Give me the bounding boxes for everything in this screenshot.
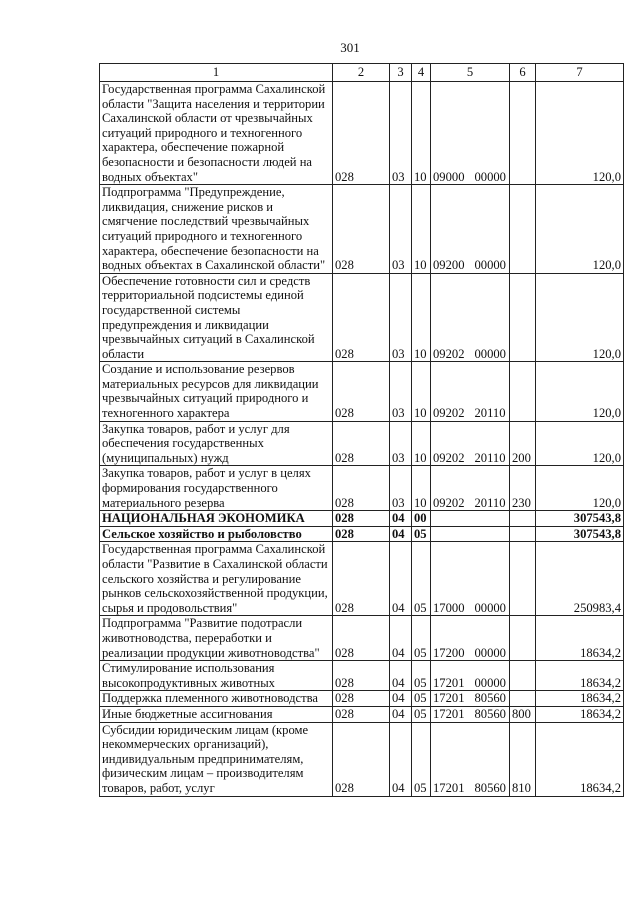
row-subsection-code: 10	[412, 362, 431, 421]
target-code-program: 17200	[433, 645, 465, 660]
row-expense-type: 200	[510, 421, 536, 466]
row-name: Государственная программа Сахалинской области "Развитие в Сахалинской области сельского хозяйства и регулирование рынков сельскохозяйственной продукции, сырья и продовольствия"	[100, 542, 333, 616]
row-expense-type	[510, 185, 536, 274]
row-ministry-code: 028	[333, 362, 390, 421]
row-amount: 18634,2	[536, 706, 624, 722]
row-amount: 18634,2	[536, 661, 624, 691]
row-name: Поддержка племенного животноводства	[100, 691, 333, 707]
row-expense-type: 810	[510, 722, 536, 796]
row-name: Подпрограмма "Развитие подотрасли животноводства, переработки и реализации продукции животноводства"	[100, 616, 333, 661]
row-amount: 307543,8	[536, 526, 624, 542]
row-ministry-code: 028	[333, 691, 390, 707]
row-expense-type	[510, 273, 536, 362]
target-code-direction: 20110	[474, 450, 506, 465]
table-row	[100, 616, 624, 661]
row-amount: 307543,8	[536, 511, 624, 527]
row-target-code	[431, 616, 510, 661]
row-target-code	[431, 511, 510, 527]
row-ministry-code: 028	[333, 511, 390, 527]
row-ministry-code: 028	[333, 542, 390, 616]
row-ministry-code: 028	[333, 706, 390, 722]
table-row	[100, 526, 624, 542]
row-subsection-code: 05	[412, 526, 431, 542]
target-code-direction: 00000	[474, 675, 506, 690]
target-code-direction: 20110	[474, 406, 506, 421]
row-target-code	[431, 466, 510, 511]
row-section-code: 03	[390, 466, 412, 511]
header-row	[100, 64, 624, 82]
row-target-code	[431, 706, 510, 722]
row-amount: 120,0	[536, 421, 624, 466]
row-target-code	[431, 526, 510, 542]
target-code-program: 09200	[433, 258, 465, 273]
row-name: Подпрограмма "Предупреждение, ликвидация, снижение рисков и смягчение последствий чрезвычайных ситуаций природного и техногенного характера, обеспечение безопасности на водных объектах в Сахалинской области"	[100, 185, 333, 274]
target-code-direction: 20110	[474, 495, 506, 510]
row-expense-type	[510, 362, 536, 421]
target-code-direction: 80560	[474, 706, 506, 721]
row-expense-type	[510, 511, 536, 527]
row-amount: 120,0	[536, 185, 624, 274]
target-code-direction: 80560	[474, 691, 506, 706]
row-section-code: 04	[390, 542, 412, 616]
row-section-code: 03	[390, 362, 412, 421]
row-target-code	[431, 691, 510, 707]
row-expense-type	[510, 691, 536, 707]
target-code-program: 17201	[433, 780, 465, 795]
target-code-direction: 00000	[474, 645, 506, 660]
row-target-code	[431, 362, 510, 421]
row-expense-type	[510, 82, 536, 185]
target-code-program: 09202	[433, 406, 465, 421]
target-code-direction: 00000	[474, 600, 506, 615]
row-subsection-code: 10	[412, 82, 431, 185]
row-ministry-code: 028	[333, 273, 390, 362]
row-name: Закупка товаров, работ и услуг для обеспечения государственных (муниципальных) нужд	[100, 421, 333, 466]
table-row	[100, 82, 624, 185]
row-ministry-code: 028	[333, 616, 390, 661]
row-subsection-code: 00	[412, 511, 431, 527]
target-code-program: 17201	[433, 691, 465, 706]
row-ministry-code: 028	[333, 722, 390, 796]
row-section-code: 04	[390, 616, 412, 661]
target-code-program: 17000	[433, 600, 465, 615]
row-target-code	[431, 273, 510, 362]
row-section-code: 03	[390, 185, 412, 274]
row-name: Субсидии юридическим лицам (кроме некоммерческих организаций), индивидуальным предпринимателям, физическим лицам – производителям товаров, работ, услуг	[100, 722, 333, 796]
table-row	[100, 691, 624, 707]
header-cell: 6	[510, 64, 536, 82]
table-row	[100, 273, 624, 362]
row-amount: 250983,4	[536, 542, 624, 616]
row-name: НАЦИОНАЛЬНАЯ ЭКОНОМИКА	[100, 511, 333, 527]
target-code-program: 09000	[433, 169, 465, 184]
row-name: Закупка товаров, работ и услуг в целях формирования государственного материального резерва	[100, 466, 333, 511]
row-ministry-code: 028	[333, 526, 390, 542]
budget-table	[99, 63, 624, 797]
target-code-direction: 00000	[474, 258, 506, 273]
row-subsection-code: 10	[412, 273, 431, 362]
row-amount: 120,0	[536, 466, 624, 511]
row-ministry-code: 028	[333, 421, 390, 466]
target-code-direction: 00000	[474, 169, 506, 184]
row-amount: 120,0	[536, 82, 624, 185]
row-target-code	[431, 185, 510, 274]
row-expense-type	[510, 526, 536, 542]
row-section-code: 03	[390, 273, 412, 362]
row-target-code	[431, 421, 510, 466]
row-name: Обеспечение готовности сил и средств территориальной подсистемы единой государственной системы предупреждения и ликвидации чрезвычайных ситуаций в Сахалинской области	[100, 273, 333, 362]
row-amount: 120,0	[536, 273, 624, 362]
row-target-code	[431, 661, 510, 691]
row-amount: 18634,2	[536, 616, 624, 661]
table-row	[100, 511, 624, 527]
row-ministry-code: 028	[333, 466, 390, 511]
row-section-code: 03	[390, 421, 412, 466]
row-subsection-code: 05	[412, 722, 431, 796]
target-code-direction: 80560	[474, 780, 506, 795]
row-name: Сельское хозяйство и рыболовство	[100, 526, 333, 542]
row-subsection-code: 10	[412, 466, 431, 511]
row-name: Государственная программа Сахалинской области "Защита населения и территории Сахалинской области от чрезвычайных ситуаций природного и техногенного характера, обеспечение пожарной безопасности и безопасности людей на водных объектах"	[100, 82, 333, 185]
header-cell: 2	[333, 64, 390, 82]
row-expense-type: 800	[510, 706, 536, 722]
row-subsection-code: 05	[412, 706, 431, 722]
table-row	[100, 185, 624, 274]
row-section-code: 04	[390, 661, 412, 691]
table-row	[100, 542, 624, 616]
table-row	[100, 466, 624, 511]
row-name: Иные бюджетные ассигнования	[100, 706, 333, 722]
header-cell: 7	[536, 64, 624, 82]
row-expense-type	[510, 542, 536, 616]
target-code-program: 09202	[433, 346, 465, 361]
row-target-code	[431, 82, 510, 185]
table-row	[100, 722, 624, 796]
row-section-code: 04	[390, 511, 412, 527]
row-name: Создание и использование резервов материальных ресурсов для ликвидации чрезвычайных ситуаций природного и техногенного характера	[100, 362, 333, 421]
row-subsection-code: 05	[412, 661, 431, 691]
header-cell: 3	[390, 64, 412, 82]
header-cell: 1	[100, 64, 333, 82]
row-ministry-code: 028	[333, 661, 390, 691]
row-section-code: 04	[390, 722, 412, 796]
row-amount: 18634,2	[536, 691, 624, 707]
row-amount: 120,0	[536, 362, 624, 421]
row-target-code	[431, 542, 510, 616]
row-expense-type: 230	[510, 466, 536, 511]
row-expense-type	[510, 616, 536, 661]
row-subsection-code: 05	[412, 542, 431, 616]
row-subsection-code: 10	[412, 421, 431, 466]
row-subsection-code: 10	[412, 185, 431, 274]
target-code-program: 17201	[433, 675, 465, 690]
target-code-program: 09202	[433, 450, 465, 465]
row-expense-type	[510, 661, 536, 691]
table-row	[100, 661, 624, 691]
row-name: Стимулирование использования высокопродуктивных животных	[100, 661, 333, 691]
table-row	[100, 362, 624, 421]
row-subsection-code: 05	[412, 616, 431, 661]
header-cell: 4	[412, 64, 431, 82]
header-cell: 5	[431, 64, 510, 82]
row-ministry-code: 028	[333, 82, 390, 185]
row-section-code: 04	[390, 691, 412, 707]
target-code-direction: 00000	[474, 346, 506, 361]
target-code-program: 09202	[433, 495, 465, 510]
row-section-code: 03	[390, 82, 412, 185]
row-section-code: 04	[390, 526, 412, 542]
table-row	[100, 421, 624, 466]
row-section-code: 04	[390, 706, 412, 722]
row-ministry-code: 028	[333, 185, 390, 274]
row-subsection-code: 05	[412, 691, 431, 707]
page-number: 301	[340, 40, 360, 55]
row-amount: 18634,2	[536, 722, 624, 796]
target-code-program: 17201	[433, 706, 465, 721]
row-target-code	[431, 722, 510, 796]
table-row	[100, 706, 624, 722]
